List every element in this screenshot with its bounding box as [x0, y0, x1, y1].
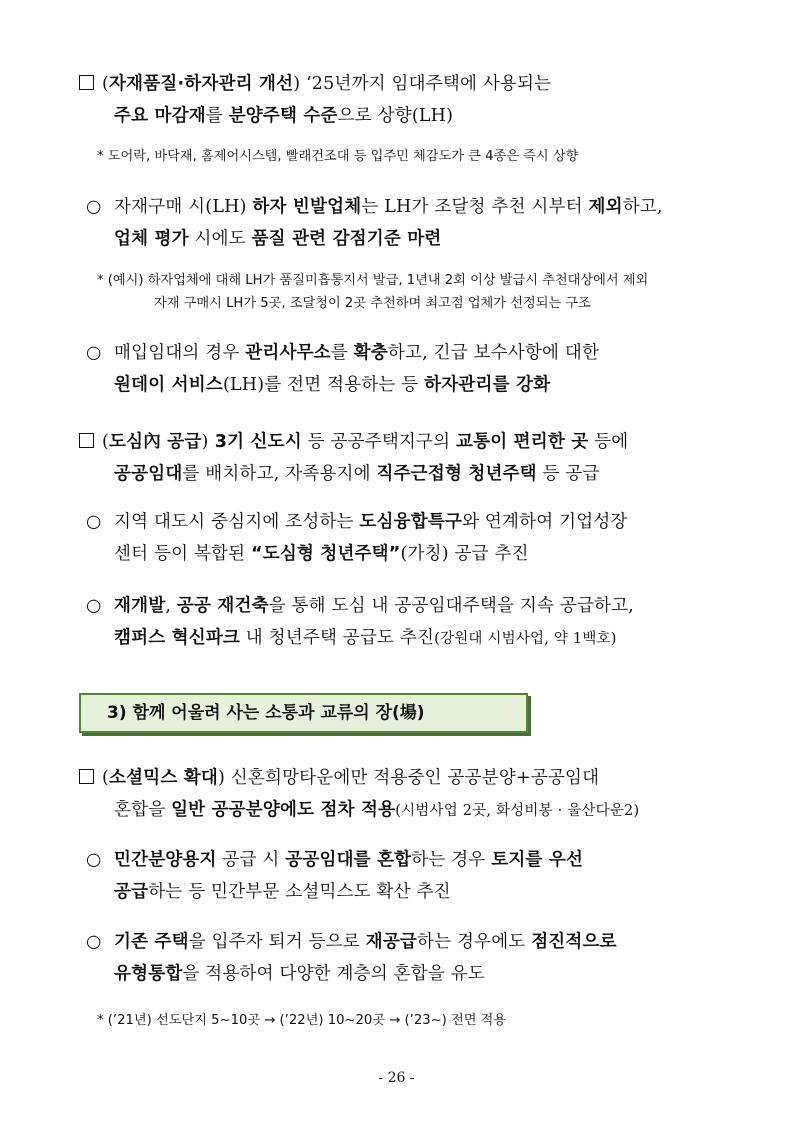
s3-heading-line2: 혼합을 일반 공공분양에도 점차 적용(시범사업 2곳, 화성비봉 · 울산다운2): [114, 800, 640, 820]
circle-bullet-icon: ○: [86, 932, 102, 952]
s1-heading-line2: 주요 마감재를 분양주택 수준으로 상향(LH): [114, 106, 454, 126]
c2-line1: ○ 매입임대의 경우 관리사무소를 확충하고, 긴급 보수사항에 대한: [86, 343, 600, 363]
s3-heading-line1: (소셜믹스 확대) 신혼희망타운에만 적용중인 공공분양+공공임대: [79, 766, 599, 790]
s2-heading-line2: 공공임대를 배치하고, 자족용지에 직주근접형 청년주택 등 공급: [114, 464, 600, 484]
checkbox-square-icon: [79, 769, 94, 784]
s1-footnote: * 도어락, 바닥재, 홈제어시스템, 빨래건조대 등 입주민 체감도가 큰 4종은 즉시 상향: [97, 149, 579, 164]
c1-footnote-1: * (예시) 하자업체에 대해 LH가 품질미흡통지서 발급, 1년내 2회 이상 발급시 추천대상에서 제외: [97, 273, 649, 288]
c5-line1: ○ 민간분양용지 공급 시 공공임대를 혼합하는 경우 토지를 우선: [86, 850, 584, 870]
c1-line1: ○ 자재구매 시(LH) 하자 빈발업체는 LH가 조달청 추천 시부터 제외하고,: [86, 197, 663, 217]
c4-line2: 캠퍼스 혁신파크 내 청년주택 공급도 추진(강원대 시범사업, 약 1백호): [114, 628, 617, 648]
c5-line2: 공급하는 등 민간부문 소셜믹스도 확산 추진: [114, 882, 451, 902]
circle-bullet-icon: ○: [86, 197, 102, 217]
checkbox-square-icon: [79, 75, 94, 90]
c6-line1: ○ 기존 주택을 입주자 퇴거 등으로 재공급하는 경우에도 점진적으로: [86, 932, 617, 952]
circle-bullet-icon: ○: [86, 512, 102, 532]
c6-footnote: * (’21년) 선도단지 5~10곳 → (’22년) 10~20곳 → (’23~) 전면 적용: [97, 1013, 507, 1028]
c6-line2: 유형통합을 적용하여 다양한 계층의 혼합을 유도: [114, 964, 485, 984]
s1-heading-line1: (자재품질·하자관리 개선) ‘25년까지 임대주택에 사용되는: [79, 72, 551, 96]
section-3-header: 3) 함께 어울려 사는 소통과 교류의 장(場): [79, 693, 528, 733]
s3-title: 소셜믹스 확대: [109, 768, 218, 788]
circle-bullet-icon: ○: [86, 850, 102, 870]
c1-line2: 업체 평가 시에도 품질 관련 감점기준 마련: [114, 229, 442, 249]
checkbox-square-icon: [79, 433, 94, 448]
c3-line1: ○ 지역 대도시 중심지에 조성하는 도심융합특구와 연계하여 기업성장: [86, 512, 628, 532]
c3-line2: 센터 등이 복합된 “도심형 청년주택”(가칭) 공급 추진: [114, 544, 529, 564]
c1-footnote-2: 자재 구매시 LH가 5곳, 조달청이 2곳 추천하며 최고점 업체가 선정되는 구조: [154, 296, 591, 311]
s1-title: 자재품질·하자관리 개선: [109, 74, 294, 94]
s2-title: 도심內 공급: [109, 432, 202, 452]
page-number: - 26 -: [378, 1070, 415, 1086]
s2-heading-line1: (도심內 공급) 3기 신도시 등 공공주택지구의 교통이 편리한 곳 등에: [79, 430, 628, 454]
circle-bullet-icon: ○: [86, 596, 102, 616]
c4-line1: ○ 재개발, 공공 재건축을 통해 도심 내 공공임대주택을 지속 공급하고,: [86, 596, 635, 616]
c2-line2: 원데이 서비스(LH)를 전면 적용하는 등 하자관리를 강화: [114, 375, 551, 395]
circle-bullet-icon: ○: [86, 343, 102, 363]
